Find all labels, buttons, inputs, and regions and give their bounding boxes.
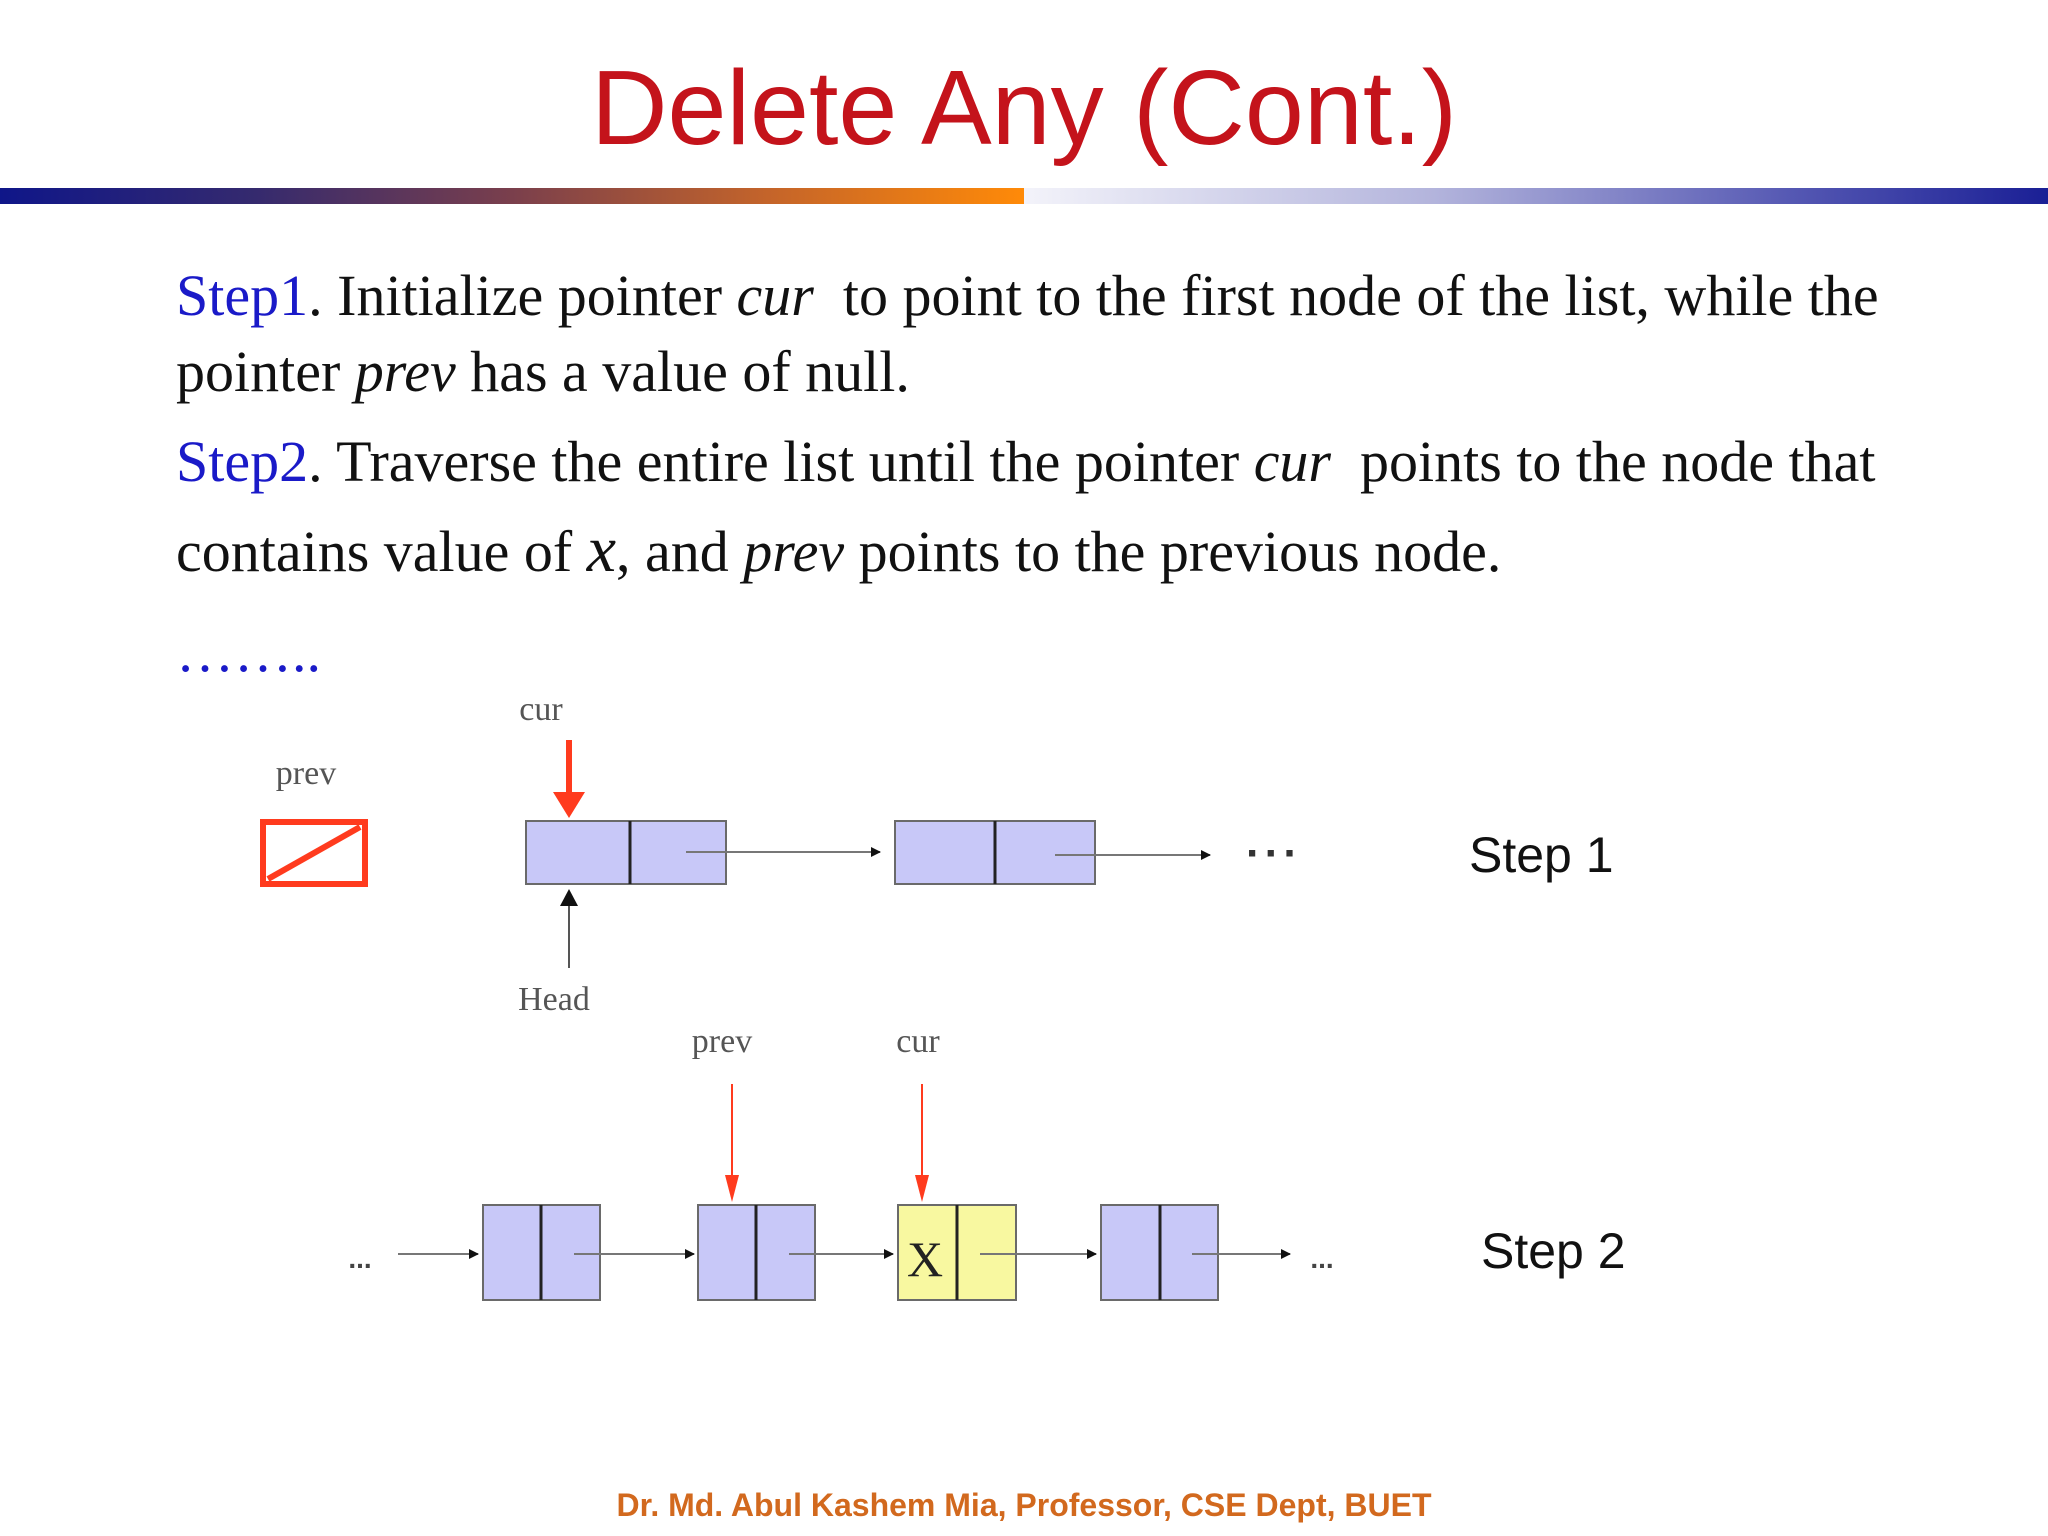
step2-text-a: . Traverse the entire list until the pointer <box>308 429 1254 494</box>
step2-prev-label: prev <box>691 1023 753 1060</box>
slide-title: Delete Any (Cont.) <box>590 49 1458 167</box>
step1-node-2 <box>895 821 1095 884</box>
step2-trailing-ellipsis: ... <box>1310 1243 1334 1274</box>
step1-text-b: to point to the first node of the list, while the <box>813 263 1879 328</box>
step2-leading-ellipsis: ... <box>348 1243 372 1274</box>
step1-label: Step1 <box>176 263 309 328</box>
step2-var-prev: prev <box>743 519 845 584</box>
step2-var-x: x <box>586 513 616 586</box>
step2-cur-label: cur <box>896 1023 940 1060</box>
target-node-value: X <box>906 1231 944 1287</box>
step2-cur-pointer-arrow <box>915 1084 929 1202</box>
step2-text-d: , and <box>616 519 744 584</box>
footer-credit: Dr. Md. Abul Kashem Mia, Professor, CSE Dept, BUET <box>616 1487 1432 1523</box>
step1-text-c: pointer <box>176 339 355 404</box>
step2-node-1 <box>483 1205 600 1300</box>
head-pointer-arrow <box>560 889 578 968</box>
step1-prev-label: prev <box>275 755 337 792</box>
step1-text-a: . Initialize pointer <box>308 263 737 328</box>
step2-label: Step2 <box>176 429 309 494</box>
step1-cur-label: cur <box>519 691 563 728</box>
step1-var-cur: cur <box>736 263 814 328</box>
step1-caption: Step 1 <box>1469 827 1614 883</box>
step1-cur-pointer-arrow <box>553 740 585 818</box>
step1-var-prev: prev <box>354 339 456 404</box>
step2-node-prev <box>698 1205 815 1300</box>
step2-prev-pointer-arrow <box>725 1084 739 1202</box>
step1-trailing-ellipsis: ··· <box>1246 829 1302 878</box>
step2-var-cur: cur <box>1253 429 1332 494</box>
step2-node-next <box>1101 1205 1218 1300</box>
step2-text-b: points to the node that <box>1331 429 1876 494</box>
step2-text-c: contains value of <box>176 519 587 584</box>
step1-text-d: has a value of null. <box>455 339 910 404</box>
step2-caption: Step 2 <box>1481 1223 1626 1279</box>
ellipsis: …….. <box>176 619 321 684</box>
step1-head-label: Head <box>518 981 590 1018</box>
null-pointer-box <box>263 822 365 884</box>
step2-text-e: points to the previous node. <box>844 519 1502 584</box>
